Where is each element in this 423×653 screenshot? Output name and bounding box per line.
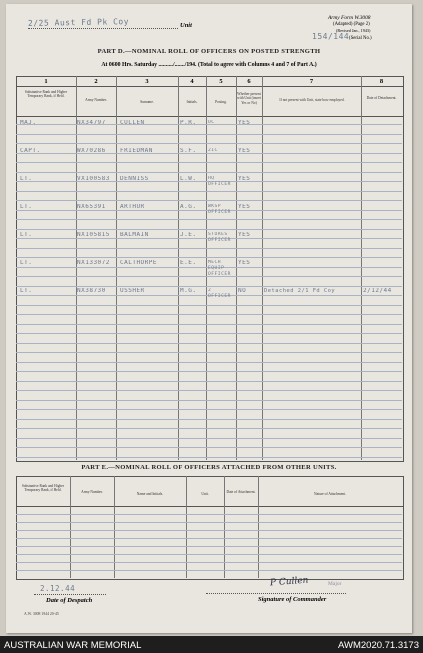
- ruled-line: [16, 371, 402, 372]
- cell-number: WX70286: [77, 148, 106, 154]
- col-num-6: 6: [247, 78, 251, 85]
- ruled-line: [16, 257, 402, 258]
- ruled-line: [16, 428, 402, 429]
- col-header-initials: Initials.: [186, 100, 198, 104]
- cell-rank: LT.: [20, 204, 33, 210]
- cell-posting: HQ OFFICER: [208, 176, 231, 187]
- serial-label: (Serial No.): [349, 36, 372, 41]
- ruled-line: [16, 554, 402, 555]
- form-sheet: [6, 4, 412, 633]
- unit-underline: [28, 28, 178, 29]
- cell-number: NX65391: [77, 204, 106, 210]
- header-row-rule: [16, 116, 404, 117]
- col-header-number: Army Number.: [85, 98, 107, 102]
- cell-posting: 2IC: [208, 148, 218, 153]
- caption-left: AUSTRALIAN WAR MEMORIAL: [4, 640, 142, 651]
- ruled-line: [16, 530, 402, 531]
- ruled-line: [16, 400, 402, 401]
- col-header-rank: Substantive Rank and Higher Temporary Rank, if Held.: [24, 90, 68, 99]
- ruled-line: [16, 390, 402, 391]
- cell-present: YES: [238, 204, 251, 210]
- despatch-underline: [34, 594, 106, 595]
- ruled-line: [16, 229, 402, 230]
- cell-rank: CAPT.: [20, 148, 41, 154]
- cell-number: NX34797: [77, 120, 106, 126]
- ruled-line: [16, 381, 402, 382]
- e-col-header-name: Name and Initials.: [136, 492, 164, 496]
- ruled-line: [16, 172, 402, 173]
- cell-surname: ARTHUR: [120, 204, 145, 210]
- unit-label: Unit: [180, 22, 192, 29]
- cell-rank: LT.: [20, 232, 33, 238]
- cell-posting: WKSP OFFICER: [208, 204, 231, 215]
- cell-surname: USSHER: [120, 288, 145, 294]
- col-num-3: 3: [145, 78, 149, 85]
- ruled-line: [16, 570, 402, 571]
- ruled-line: [16, 191, 402, 192]
- form-revised: (Revised Jan., 1943): [336, 28, 371, 33]
- cell-initials: J.E.: [180, 232, 197, 238]
- col-header-posting: Posting.: [215, 100, 227, 104]
- cell-rank: LT.: [20, 260, 33, 266]
- e-col-header-rank: Substantive Rank and Higher Temporary Rank, if Held.: [21, 484, 65, 493]
- cell-initials: M.G.: [180, 288, 197, 294]
- ruled-line: [16, 538, 402, 539]
- ruled-line: [16, 200, 402, 201]
- ruled-line: [16, 219, 402, 220]
- ruled-line: [16, 314, 402, 315]
- signature-label: Signature of Commander: [258, 596, 327, 603]
- cell-initials: E.E.: [180, 260, 197, 266]
- cell-surname: BALMAIN: [120, 232, 149, 238]
- col-header-employed: If not present with Unit, state how employed.: [279, 98, 345, 102]
- ruled-line: [16, 134, 402, 135]
- caption-bar: [0, 636, 423, 653]
- commander-rank: Major: [328, 581, 342, 587]
- cell-posting: OC: [208, 120, 215, 125]
- ruled-line: [16, 143, 402, 144]
- cell-number: NX105815: [77, 232, 110, 238]
- cell-initials: A.G.: [180, 204, 197, 210]
- cell-initials: L.W.: [180, 176, 197, 182]
- cell-posting: 2 OFFICER: [208, 288, 231, 299]
- part-e-title: PART E.—NOMINAL ROLL OF OFFICERS ATTACHED FROM OTHER UNITS.: [81, 464, 337, 471]
- part-d-subtitle: At 0600 Hrs. Saturday ........../......./194. (Total to agree with Columns 4 and 7 of Part A.): [101, 62, 317, 68]
- ruled-line: [16, 162, 402, 163]
- ruled-line: [16, 409, 402, 410]
- ruled-line: [16, 447, 402, 448]
- col-num-7: 7: [309, 78, 314, 85]
- ruled-line: [16, 333, 402, 334]
- cell-posting: STORES OFFICER: [208, 232, 231, 243]
- ruled-line: [16, 352, 402, 353]
- cell-surname: CULLEN: [120, 120, 145, 126]
- signature-underline: [206, 593, 346, 594]
- e-col-header-date: Date of Attachment.: [226, 490, 256, 494]
- part-d-title: PART D.—NOMINAL ROLL OF OFFICERS ON POSTED STRENGTH: [97, 48, 321, 55]
- col-num-4: 4: [190, 78, 194, 85]
- cell-date: 2/12/44: [363, 288, 392, 294]
- cell-surname: DENNISS: [120, 176, 149, 182]
- ruled-line: [16, 562, 402, 563]
- ruled-line: [16, 343, 402, 344]
- ruled-line: [16, 362, 402, 363]
- cell-employed: Detached 2/1 Fd Coy: [264, 288, 336, 294]
- cell-present: YES: [238, 176, 251, 182]
- form-number: Army Form W.3008: [328, 15, 371, 21]
- caption-right: AWM2020.71.3173: [338, 640, 419, 651]
- ruled-line: [16, 522, 402, 523]
- commander-signature: P Cullen: [269, 575, 309, 589]
- e-col-header-unit: Unit.: [201, 492, 209, 496]
- cell-number: NX133072: [77, 260, 110, 266]
- col-num-2: 2: [94, 78, 98, 85]
- part-e-header-rule: [16, 506, 404, 507]
- cell-number: VX100583: [77, 176, 110, 182]
- ruled-line: [16, 514, 402, 515]
- cell-present: YES: [238, 120, 251, 126]
- ruled-line: [16, 324, 402, 325]
- cell-surname: CALTHORPE: [120, 260, 158, 266]
- cell-rank: MAJ.: [20, 120, 37, 126]
- cell-present: YES: [238, 232, 251, 238]
- cell-present: YES: [238, 260, 251, 266]
- ruled-line: [16, 457, 402, 458]
- despatch-label: Date of Despatch: [46, 597, 93, 604]
- despatch-date-value: 2.12.44: [40, 584, 76, 593]
- col-num-5: 5: [219, 78, 223, 85]
- cell-rank: LT.: [20, 288, 33, 294]
- ruled-line: [16, 546, 402, 547]
- cell-present: NO: [238, 288, 247, 294]
- ruled-line: [16, 305, 402, 306]
- ruled-line: [16, 419, 402, 420]
- cell-rank: LT.: [20, 176, 33, 182]
- cell-initials: P.R.: [180, 120, 197, 126]
- printer-note: A.W. 3008 1944 20-45: [24, 612, 59, 616]
- col-num-1: 1: [44, 78, 48, 85]
- cell-present: YES: [238, 148, 251, 154]
- form-adapted: (Adapted) (Page 2): [333, 22, 370, 27]
- cell-initials: S.F.: [180, 148, 197, 154]
- unit-value: 2/25 Aust Fd Pk Coy: [27, 17, 130, 28]
- e-col-header-number: Army Number.: [81, 490, 103, 494]
- ruled-line: [16, 286, 402, 287]
- col-header-date: Date of Detachment.: [366, 96, 397, 100]
- cell-number: NX38730: [77, 288, 106, 294]
- ruled-line: [16, 438, 402, 439]
- col-header-present: Whether present with Unit (insert Yes or No): [237, 92, 261, 105]
- col-header-surname: Surname.: [140, 100, 154, 104]
- cell-posting: MECH EQUIP OFFICER: [208, 260, 231, 277]
- cell-surname: FRIEDMAN: [120, 148, 153, 154]
- serial-value: 154/144: [312, 32, 350, 41]
- e-col-header-nature: Nature of Attachment.: [313, 492, 347, 496]
- ruled-line: [16, 248, 402, 249]
- number-row-rule: [16, 86, 404, 87]
- col-num-8: 8: [379, 78, 384, 85]
